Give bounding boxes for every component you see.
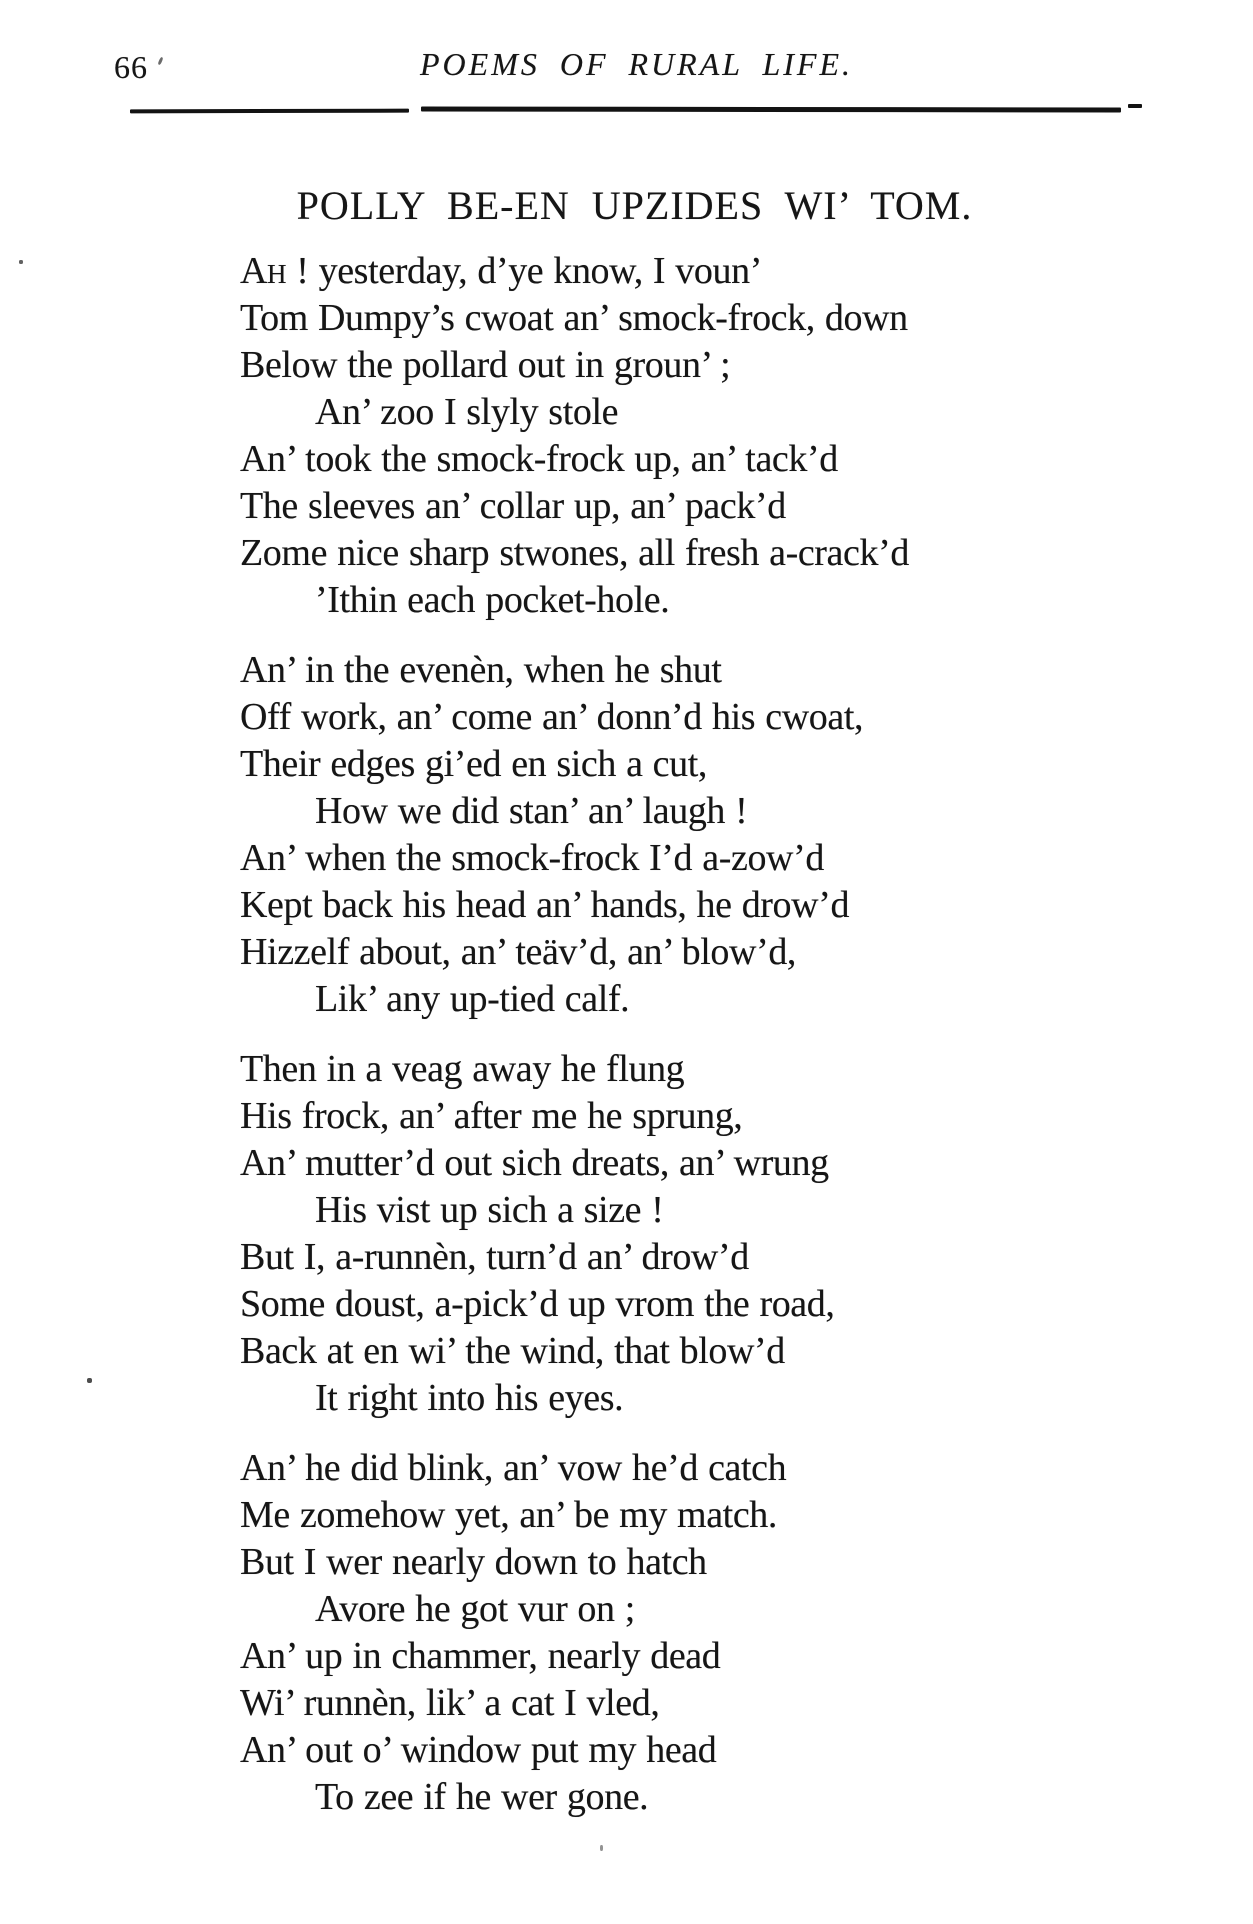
header-rule-right-segment xyxy=(421,107,1121,113)
poem-line: To zee if he wer gone. xyxy=(315,1776,649,1818)
poem-line: An’ zoo I slyly stole xyxy=(315,391,619,433)
poem-line: Their edges gi’ed en sich a cut, xyxy=(240,743,707,785)
poem-line: An’ up in chammer, nearly dead xyxy=(240,1635,721,1677)
poem-line: Me zomehow yet, an’ be my match. xyxy=(240,1494,777,1536)
stanza xyxy=(240,1046,909,1422)
poem-line: Off work, an’ come an’ donn’d his cwoat, xyxy=(240,696,864,738)
stanza xyxy=(240,647,909,1023)
poem-line: An’ took the smock-frock up, an’ tack’d xyxy=(240,438,838,480)
poem-line: But I, a-runnèn, turn’d an’ drow’d xyxy=(240,1236,749,1278)
poem-line: An’ mutter’d out sich dreats, an’ wrung xyxy=(240,1142,829,1184)
poem-line: How we did stan’ an’ laugh ! xyxy=(315,790,748,832)
poem-title: POLLY BE-EN UPZIDES WI’ TOM. xyxy=(296,183,973,228)
poem-body xyxy=(240,248,909,1844)
poem-line: Some doust, a-pick’d up vrom the road, xyxy=(240,1283,835,1325)
poem-line: Kept back his head an’ hands, he drow’d xyxy=(240,884,850,926)
header-rule-end-dash xyxy=(1128,104,1142,108)
poem-line: Tom Dumpy’s cwoat an’ smock-frock, down xyxy=(240,297,908,339)
poem-line: His frock, an’ after me he sprung, xyxy=(240,1095,743,1137)
scan-speck xyxy=(600,1845,603,1851)
header-rule-left-segment xyxy=(130,109,409,114)
poem-line: Below the pollard out in groun’ ; xyxy=(240,344,731,386)
poem-line: An’ he did blink, an’ vow he’d catch xyxy=(240,1447,787,1489)
stanza xyxy=(240,248,909,624)
poem-line: Hizzelf about, an’ teäv’d, an’ blow’d, xyxy=(240,931,797,973)
scan-speck xyxy=(19,260,23,264)
poem-line: An’ in the evenèn, when he shut xyxy=(240,649,722,691)
poem-line: ’Ithin each pocket-hole. xyxy=(315,579,670,621)
poem-line: But I wer nearly down to hatch xyxy=(240,1541,707,1583)
smallcaps-lead: Ah xyxy=(240,250,287,292)
poem-line: An’ when the smock-frock I’d a-zow’d xyxy=(240,837,824,879)
poem-line: Back at en wi’ the wind, that blow’d xyxy=(240,1330,785,1372)
poem-line: An’ out o’ window put my head xyxy=(240,1729,717,1771)
stanza xyxy=(240,1445,909,1821)
poem-line: Wi’ runnèn, lik’ a cat I vled, xyxy=(240,1682,660,1724)
poem-line: Ah ! yesterday, d’ye know, I voun’ xyxy=(240,250,762,292)
poem-line: Zome nice sharp stwones, all fresh a-crack’d xyxy=(240,532,909,574)
poem-line: His vist up sich a size ! xyxy=(315,1189,664,1231)
poem-line: Then in a veag away he flung xyxy=(240,1048,685,1090)
poem-line: Lik’ any up-tied calf. xyxy=(315,978,630,1020)
scan-speck xyxy=(87,1378,92,1383)
poem-line: It right into his eyes. xyxy=(315,1377,624,1419)
poem-line: The sleeves an’ collar up, an’ pack’d xyxy=(240,485,786,527)
poem-line: Avore he got vur on ; xyxy=(315,1588,635,1630)
page-number: 66 xyxy=(114,49,148,85)
running-header: POEMS OF RURAL LIFE. xyxy=(419,46,854,82)
